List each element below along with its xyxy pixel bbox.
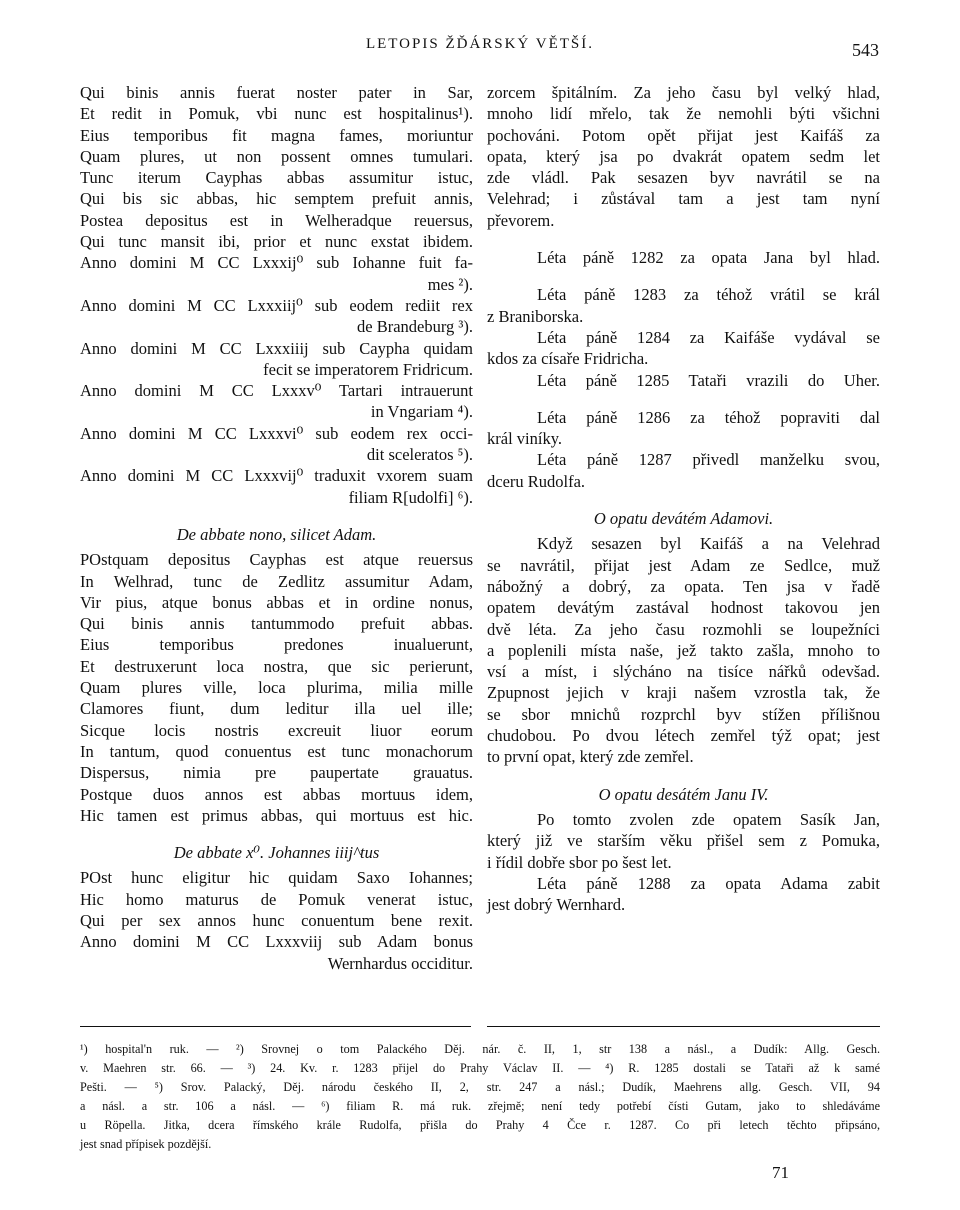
annal-continuation: de Brandeburg ³). [357,317,473,337]
running-title: LETOPIS ŽĎÁRSKÝ VĚTŠÍ. [365,36,595,52]
annal-line: kdos za císaře Fridricha. [487,349,649,369]
verse-line: POstquam depositus Cayphas est atque reuersus [80,550,473,570]
verse-line: Qui tunc mansit ibi, prior et nunc exstat ibidem. [80,232,473,252]
annal-continuation: filiam R[udolfi] ⁶). [348,487,473,507]
annal-continuation: mes ²). [427,274,473,294]
footnote-line: Pešti. — ⁵) Srov. Palacký, Děj. národu českého II, 2, str. 247 a násl.; Dudík, Maehrens allg. Gesch. VII, 94 [80,1080,880,1094]
verse-line: Qui per sex annos hunc conuentum bene rexit. [80,910,473,930]
footnote-line: u Röpella. Jitka, dcera římského krále Rudolfa, přišla do Prahy 4 Čce r. 1287. Co při letech těchto připsáno, [80,1118,880,1132]
spacer [487,268,880,284]
text-line: dvě léta. Za jeho času rozmohli se loupežníci [487,619,880,639]
text-line: a poplenili místa naše, jež takto zašla, mnoho to [487,640,880,660]
spacer [487,391,880,407]
page-number: 543 [852,40,879,60]
annal-line: Léta páně 1288 za opata Adama zabit [537,873,880,893]
spacer [80,826,473,842]
annal-continuation: Wernhardus occiditur. [327,953,473,973]
section-heading: De abbate x⁰. Johannes iiij^tus [173,843,380,863]
footnote-line: v. Maehren str. 66. — ³) 24. Kv. r. 1283 přijel do Prahy Václav II. — ⁴) R. 1285 dostali se Tataři až k samé [80,1061,880,1075]
verse-line: POst hunc eligitur hic quidam Saxo Iohannes; [80,868,473,888]
verse-line: Qui binis annis fuerat noster pater in Sar, [80,83,473,102]
czech-column [487,82,880,915]
footnote-line: jest snad přípisek pozdější. [80,1137,212,1151]
verse-line: Hic tamen est primus abbas, qui mortuus est hic. [80,805,473,825]
verse-line: Qui bis sic abbas, hic semptem prefuit annis, [80,189,473,209]
text-line: opatem devátým zastával hodnost takovou jen [487,598,880,618]
annal-line: Anno domini M CC Lxxxiiij sub Caypha quidam [80,338,473,358]
spacer [80,508,473,524]
verse-line: Hic homo maturus de Pomuk venerat istuc, [80,889,473,909]
text-line: Zpupnost jejich v kraji našem vzrostla tak, že [487,683,880,703]
verse-line: Eius temporibus fit magna fames, moriuntur [80,125,473,145]
folio-number: 71 [772,1163,789,1182]
text-line: i řídil dobře sbor po šest let. [487,852,672,872]
section-heading: O opatu devátém Adamovi. [593,509,774,529]
verse-line: Quam plures, ut non possent omnes tumulari. [80,146,473,166]
verse-line: Et redit in Pomuk, vbi nunc est hospitalinus¹). [80,104,473,124]
text-line: opata, který jsa po dvakrát opatem sedm let [487,146,880,166]
verse-line: Tunc iterum Cayphas abbas assumitur istuc, [80,168,473,188]
verse-line: In tantum, quod conuentus est tunc monachorum [80,741,473,761]
text-line: Velehrad; i zůstával tam a jest tam nyní [487,189,880,209]
text-line: vsí a míst, i slýcháno na tisíce nářků odevšad. [487,662,880,682]
footnotes [80,1040,880,1154]
spacer [487,231,880,247]
text-line: zorcem špitálním. Za jeho času byl velký hlad, [487,83,880,102]
verse-line: In Welhrad, tunc de Zedlitz assumitur Adam, [80,571,473,591]
annal-line: z Braniborska. [487,306,584,326]
annal-continuation: dit sceleratos ⁵). [366,445,473,465]
annal-line: Léta páně 1285 Tataři vrazili do Uher. [537,370,880,390]
annal-line: Anno domini M CC Lxxxij⁰ sub Iohanne fuit fa- [80,253,473,273]
spacer [487,492,880,508]
text-line: to první opat, který zde zemřel. [487,747,694,767]
text-line: který již ve starším věku přišel sem z Pomuka, [487,831,880,851]
verse-line: Postea depositus est in Welheradque reuersus, [80,210,473,230]
annal-line: král viníky. [487,429,562,449]
verse-line: Eius temporibus predones inualuerunt, [80,635,473,655]
verse-line: Anno domini M CC Lxxxviij sub Adam bonus [80,932,473,952]
verse-line: Et destruxerunt loca nostra, que sic perierunt, [80,656,473,676]
footnote-line: a násl. a str. 106 a násl. — ⁶) filiam R. má ruk. zřejmě; není tedy potřebí čísti Gutam, jako to shledáváme [80,1099,880,1113]
annal-continuation: in Vngariam ⁴). [370,402,473,422]
section-heading: De abbate nono, silicet Adam. [176,524,377,544]
annal-line: Anno domini M CC Lxxxiij⁰ sub eodem rediit rex [80,295,473,315]
footnote-rule [487,1026,880,1027]
annal-line: Léta páně 1286 za téhož popraviti dal [537,407,880,427]
annal-line: dceru Rudolfa. [487,471,586,491]
annal-continuation: fecit se imperatorem Fridricum. [263,359,473,379]
verse-line: Postque duos annos est abbas mortuus idem, [80,784,473,804]
verse-line: Clamores fiunt, dum leditur illa uel ille; [80,699,473,719]
annal-line: Anno domini M CC Lxxxvij⁰ traduxit vxorem suam [80,466,473,486]
annal-line: jest dobrý Wernhard. [487,895,626,915]
text-line: pochováni. Potom opět přijat jest Kaifáš za [487,125,880,145]
text-line: se navrátil, přijat jest Adam ze Sedlce, muž [487,555,880,575]
annal-line: Léta páně 1282 za opata Jana byl hlad. [537,248,880,268]
latin-column [80,82,473,974]
verse-line: Dispersus, nimia pre paupertate grauatus. [80,763,473,783]
annal-line: Anno domini M CC Lxxxv⁰ Tartari intrauerunt [80,381,473,401]
annal-line: Léta páně 1283 za téhož vrátil se král [537,285,880,305]
annal-line: Léta páně 1287 přivedl manželku svou, [537,450,880,470]
verse-line: Quam plures ville, loca plurima, milia mille [80,678,473,698]
annal-line: Léta páně 1284 za Kaifáše vydával se [537,327,880,347]
footnote-line: ¹) hospital'n ruk. — ²) Srovnej o tom Palackého Děj. nár. č. II, 1, str 138 a násl., a Dudík: Allg. Gesch. [80,1042,880,1056]
text-line: mnoho lidí mřelo, tak že nemohli býti všichni [487,104,880,124]
text-line: převorem. [487,210,555,230]
verse-line: Vir pius, atque bonus abbas et in ordine nonus, [80,592,473,612]
text-line: se sbor mnichů rozprchl byv stížen přílišnou [487,704,880,724]
annal-line: Anno domini M CC Lxxxvi⁰ sub eodem rex occi- [80,423,473,443]
spacer [487,768,880,784]
text-line: Po tomto zvolen zde opatem Sasík Jan, [537,809,880,829]
verse-line: Sicque locis nostris excreuit liuor eorum [80,720,473,740]
section-heading: O opatu desátém Janu IV. [598,784,769,804]
text-line: chudobou. Po dvou létech zemřel týž opat; jest [487,726,880,746]
text-line: nábožný a dobrý, za opata. Ten jsa v řadě [487,576,880,596]
text-line: Když sesazen byl Kaifáš a na Velehrad [537,534,880,554]
text-line: zde vládl. Pak sesazen byv navrátil se na [487,168,880,188]
verse-line: Qui binis annis tantummodo prefuit abbas. [80,614,473,634]
footnote-rule [80,1026,471,1027]
